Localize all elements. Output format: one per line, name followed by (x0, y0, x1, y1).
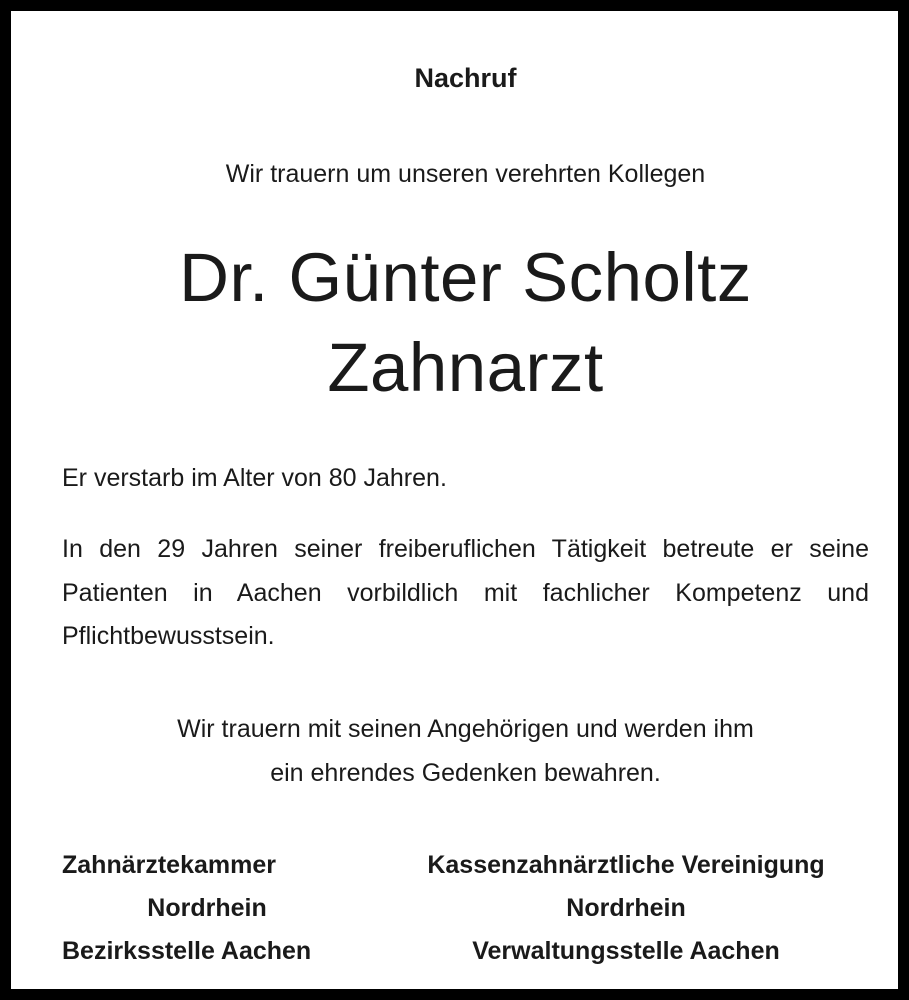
signature-office: Bezirksstelle Aachen (62, 937, 312, 965)
intro-text: Wir trauern um unseren verehrten Kollegen (225, 160, 706, 188)
signature-office: Verwaltungsstelle Aachen (472, 937, 780, 965)
signature-region: Nordrhein (566, 894, 686, 922)
signature-region: Nordrhein (147, 894, 267, 922)
signature-zahnaerztekammer (62, 844, 352, 973)
closing-text (22, 708, 909, 795)
signature-kassenzahnaerztliche-vereinigung (391, 844, 861, 973)
signature-org-name: Zahnärztekammer (62, 851, 276, 879)
notice-heading: Nachruf (414, 63, 517, 93)
career-text: In den 29 Jahren seiner freiberuflichen Tätigkeit betreute er seine Patienten in Aachen vorbildlich mit fachlicher Kompetenz und Pflichtbewusstsein. (62, 535, 869, 650)
signature-org-name: Kassenzahnärztliche Vereinigung (427, 851, 825, 879)
closing-line-1: Wir trauern mit seinen Angehörigen und werden ihm (177, 715, 754, 743)
closing-line-2: ein ehrendes Gedenken bewahren. (270, 758, 661, 787)
deceased-profession: Zahnarzt (327, 329, 604, 406)
age-text: Er verstarb im Alter von 80 Jahren. (62, 464, 447, 492)
deceased-name: Dr. Günter Scholtz (179, 239, 752, 316)
